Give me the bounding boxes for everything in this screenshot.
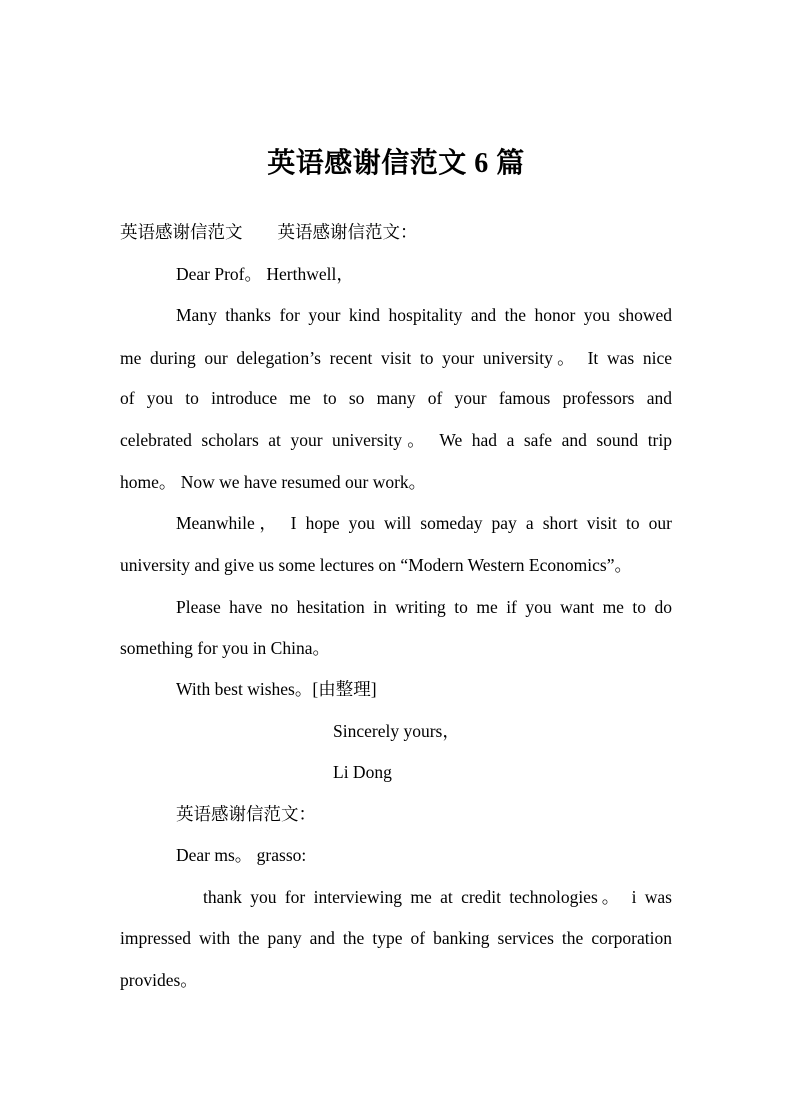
letter1-p1-line: of you to introduce me to so many of your famous professors and (120, 388, 672, 408)
letter1-closing-wishes: With best wishes。[由整理] (176, 679, 377, 699)
letter1-signature: Li Dong (333, 762, 392, 782)
intro-line: 英语感谢信范文 英语感谢信范文： (120, 222, 418, 242)
letter2-p1-last-line: provides。 (120, 970, 198, 990)
document-title: 英语感谢信范文 6 篇 (267, 148, 525, 179)
letter1-p1-last-line: home。 Now we have resumed our work。 (120, 472, 427, 492)
letter1-p3-line: Please have no hesitation in writing to me if you want me to do (176, 597, 672, 617)
letter1-p3-last-line: something for you in China。 (120, 638, 330, 658)
letter1-sign-off: Sincerely yours， (333, 721, 460, 741)
letter2-salutation: Dear ms。 grasso: (176, 845, 307, 865)
letter1-p1-line: Many thanks for your kind hospitality and the honor you showed (176, 305, 672, 325)
letter1-salutation: Dear Prof。 Herthwell， (176, 264, 354, 284)
letter1-p1-line: celebrated scholars at your university。 We had a safe and sound trip (120, 430, 672, 450)
letter2-p1-line: impressed with the pany and the type of banking services the corporation (120, 928, 672, 948)
letter1-p1-line: me during our delegation’s recent visit to your university。 It was nice (120, 348, 672, 368)
letter2-p1-line: thank you for interviewing me at credit technologies。 i was (203, 887, 672, 907)
letter1-p2-line: university and give us some lectures on “Modern Western Economics”。 (120, 555, 632, 575)
section2-heading: 英语感谢信范文： (176, 804, 316, 824)
letter1-p2-line: Meanwhile， I hope you will someday pay a short visit to our (176, 513, 672, 533)
